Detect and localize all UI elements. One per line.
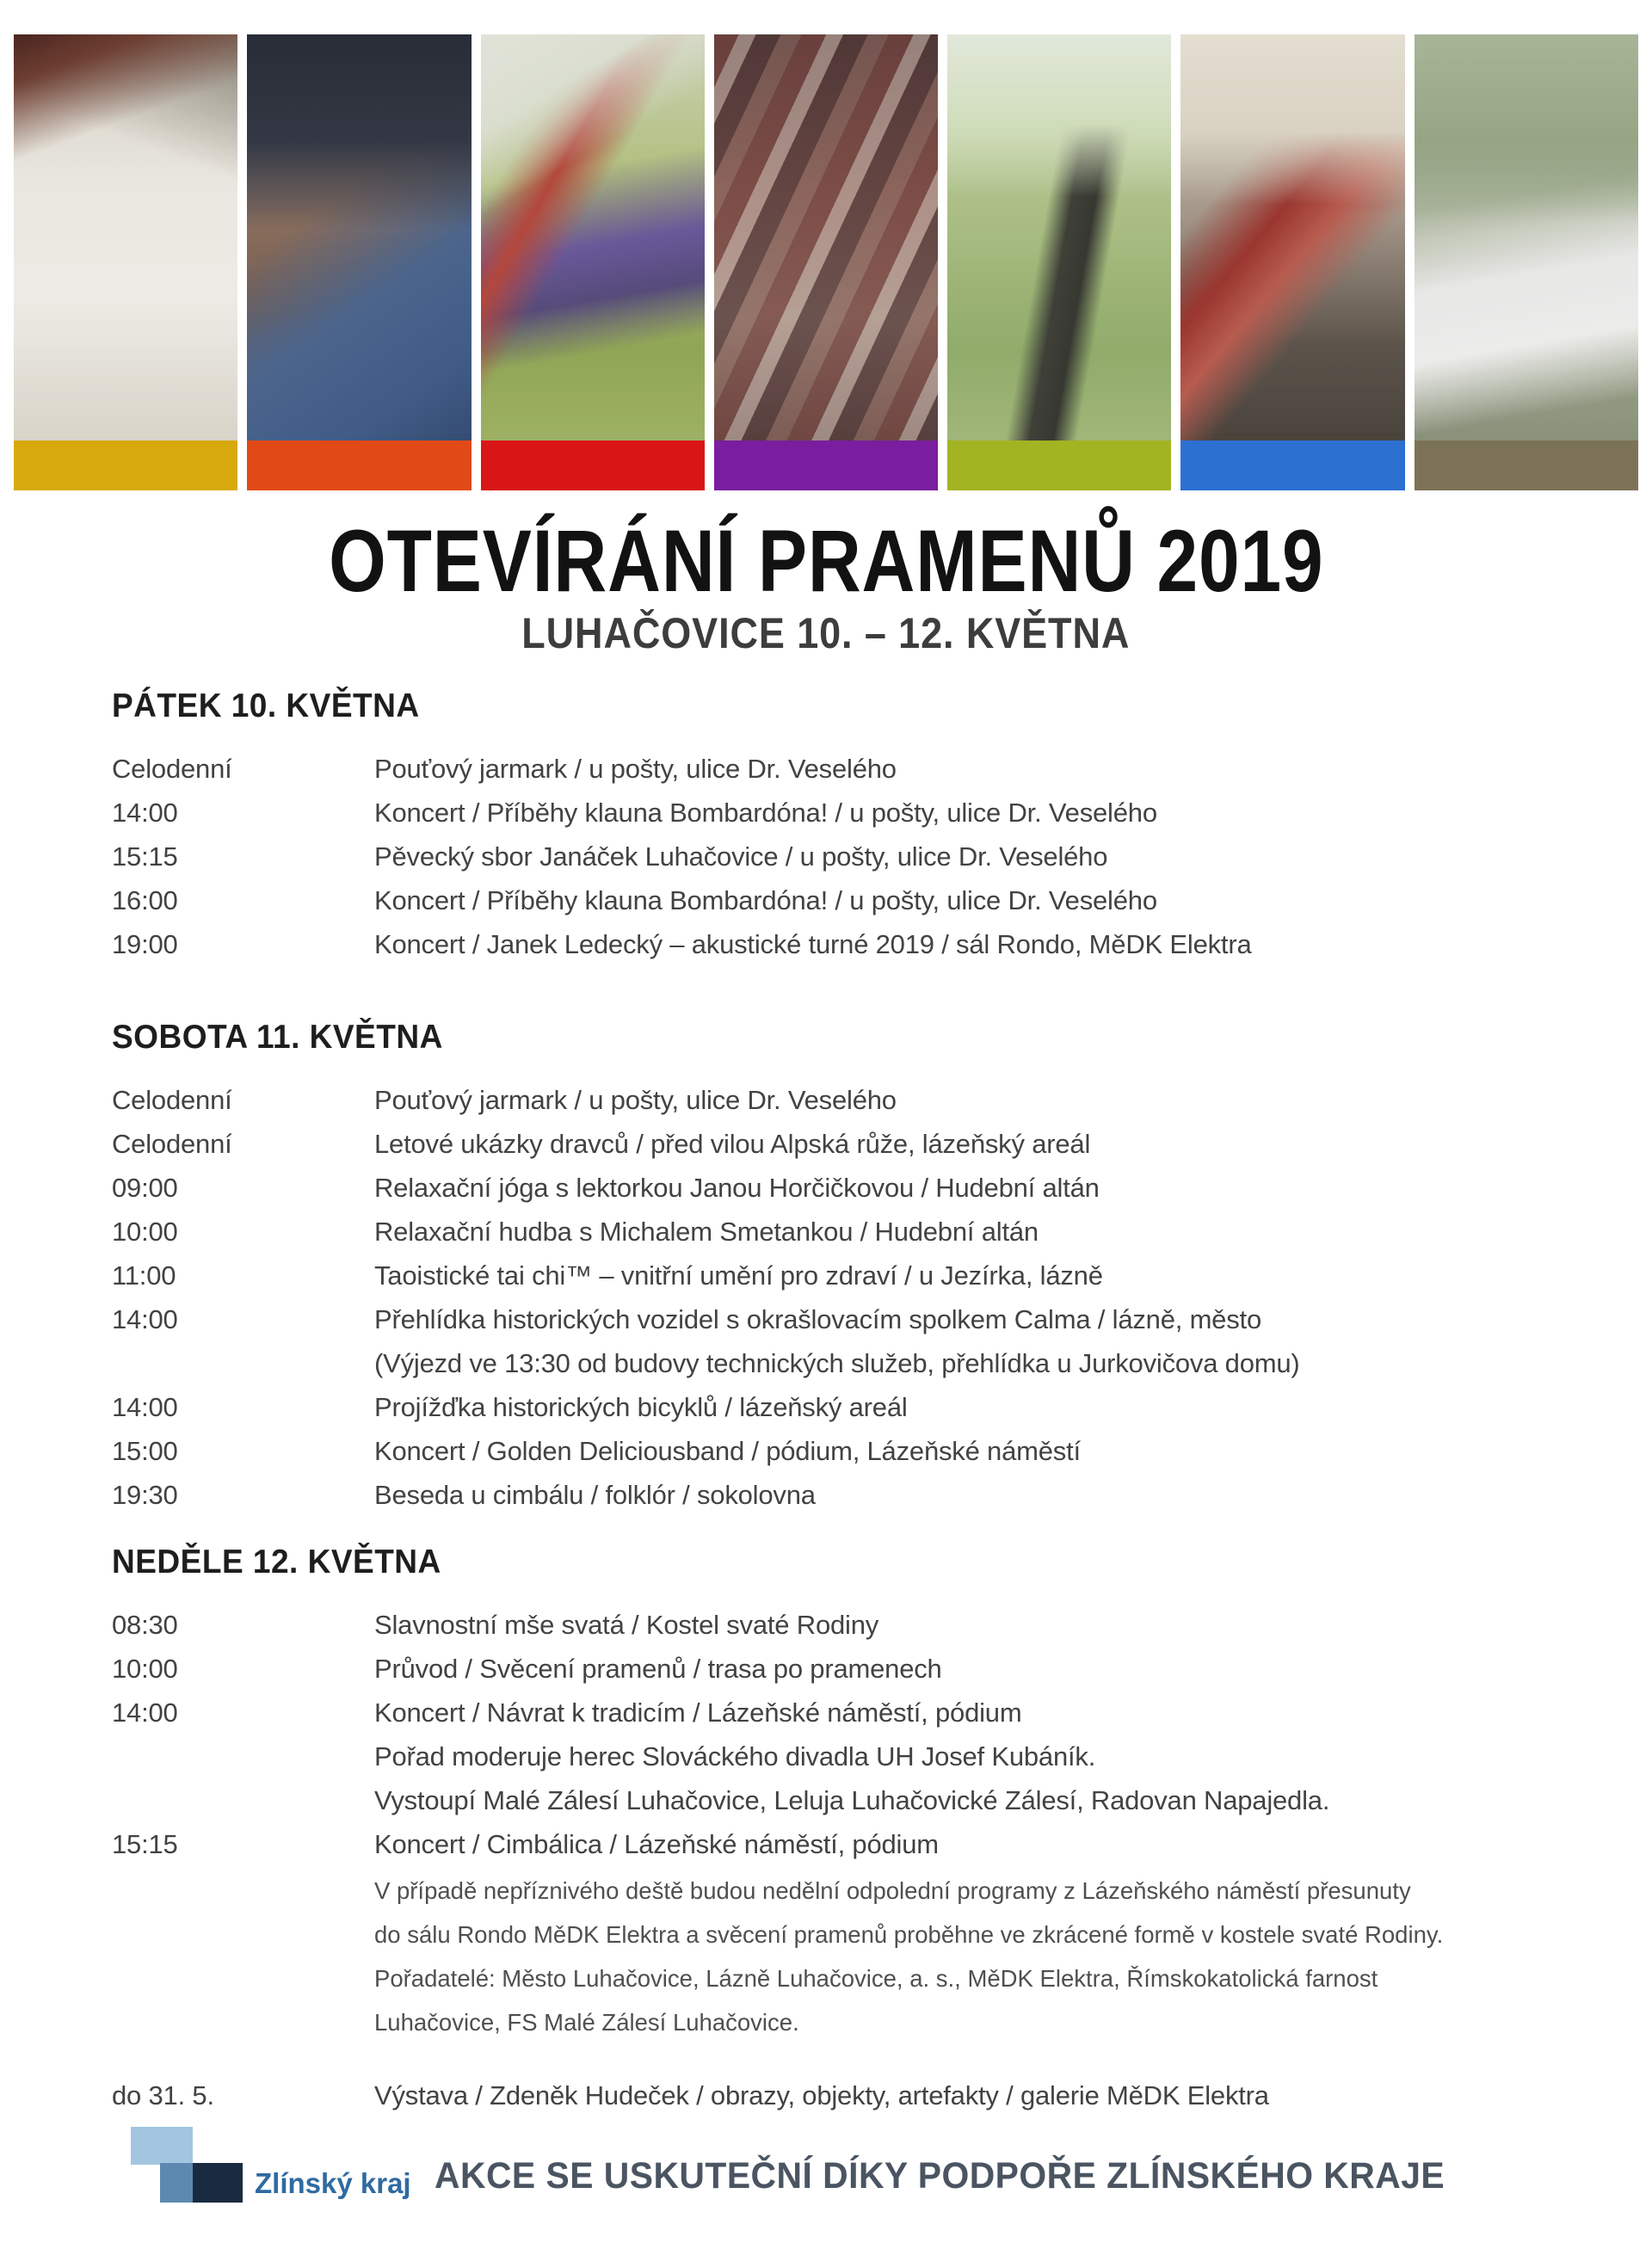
event-line: Luhačovice, FS Malé Zálesí Luhačovice. (374, 2009, 799, 2036)
schedule-row (112, 1691, 1592, 1822)
event-description (374, 1473, 1592, 1517)
crowd-photo (714, 34, 938, 441)
event-time: 14:00 (112, 1304, 178, 1334)
schedule-row (112, 1647, 1592, 1691)
event-line: Koncert / Golden Deliciousband / pódium, Lázeňské náměstí (374, 1436, 1081, 1466)
chef-photo (14, 34, 237, 441)
support-statement: AKCE SE USKUTEČNÍ DÍKY PODPOŘE ZLÍNSKÉHO KRAJE (435, 2155, 1446, 2197)
schedule-row (112, 1297, 1592, 1385)
schedule-row (112, 791, 1592, 835)
folk-costume-photo-color-bar (1180, 441, 1404, 490)
guitarist-photo (247, 34, 471, 441)
event-line: do sálu Rondo MěDK Elektra a svěcení pramenů proběhne ve zkrácené formě v kostele svaté Rodiny. (374, 1921, 1444, 1948)
event-time: Celodenní (112, 1129, 232, 1159)
event-time: 14:00 (112, 1392, 178, 1422)
schedule-row (112, 1254, 1592, 1297)
schedule-row (112, 1473, 1592, 1517)
event-line: Průvod / Svěcení pramenů / trasa po pramenech (374, 1654, 942, 1684)
crowd-photo-color-bar (714, 441, 938, 490)
event-description (374, 1429, 1592, 1473)
event-line: (Výjezd ve 13:30 od budovy technických služeb, přehlídka u Jurkovičova domu) (374, 1348, 1300, 1378)
event-line: Koncert / Cimbálica / Lázeňské náměstí, pódium (374, 1829, 939, 1859)
schedule-row (112, 1210, 1592, 1254)
day-header: PÁTEK 10. KVĚTNA (112, 687, 420, 724)
event-time: Celodenní (112, 754, 232, 784)
event-time: 14:00 (112, 1698, 178, 1728)
event-time: 15:15 (112, 1829, 178, 1859)
guitarist-photo-color-bar (247, 441, 471, 490)
logo-flag-shape (131, 2127, 193, 2165)
event-description (374, 1385, 1592, 1429)
schedule-row (112, 1429, 1592, 1473)
event-description (374, 1869, 1592, 2044)
event-time: 14:00 (112, 798, 178, 828)
event-description (374, 1166, 1592, 1210)
schedule-row (112, 835, 1592, 878)
event-line: Pouťový jarmark / u pošty, ulice Dr. Veselého (374, 754, 897, 784)
event-description (374, 878, 1592, 922)
event-line: Koncert / Janek Ledecký – akustické turné 2019 / sál Rondo, MěDK Elektra (374, 929, 1252, 959)
event-time: 19:30 (112, 1480, 178, 1510)
logo-dark-block (193, 2163, 243, 2203)
schedule-row (112, 1122, 1592, 1166)
event-time: 19:00 (112, 929, 178, 959)
zlinsky-kraj-logo (120, 2125, 413, 2220)
schedule-row (112, 1603, 1592, 1647)
day-header: SOBOTA 11. KVĚTNA (112, 1019, 443, 1056)
crowd-photo-tile (714, 34, 938, 490)
event-description (374, 922, 1592, 966)
day-header: NEDĚLE 12. KVĚTNA (112, 1543, 441, 1580)
schedule-row (112, 2073, 1592, 2117)
event-line: Koncert / Příběhy klauna Bombardóna! / u pošty, ulice Dr. Veselého (374, 885, 1157, 915)
event-description (374, 1297, 1592, 1385)
event-time: do 31. 5. (112, 2080, 214, 2110)
schedule-row (112, 1078, 1592, 1122)
schedule-row (112, 1166, 1592, 1210)
event-description (374, 1647, 1592, 1691)
event-line: V případě nepříznivého deště budou nedělní odpolední programy z Lázeňského náměstí přesunuty (374, 1877, 1411, 1904)
yoga-photo-tile (481, 34, 705, 490)
schedule-row (112, 922, 1592, 966)
event-line: Projížďka historických bicyklů / lázeňský areál (374, 1392, 908, 1422)
page-subtitle: LUHAČOVICE 10. – 12. KVĚTNA (521, 609, 1131, 657)
event-line: Pěvecký sbor Janáček Luhačovice / u pošty, ulice Dr. Veselého (374, 841, 1108, 872)
event-line: Relaxační hudba s Michalem Smetankou / Hudební altán (374, 1217, 1039, 1247)
event-line: Beseda u cimbálu / folklór / sokolovna (374, 1480, 816, 1510)
procession-photo-tile (1415, 34, 1638, 490)
event-description (374, 1122, 1592, 1166)
schedule (112, 687, 1592, 2117)
folk-costume-photo-tile (1180, 34, 1404, 490)
schedule-row (112, 1822, 1592, 1866)
procession-photo (1415, 34, 1638, 441)
logo-wordmark: Zlínský kraj (255, 2167, 411, 2199)
event-line: Pořad moderuje herec Slováckého divadla UH Josef Kubáník. (374, 1741, 1096, 1771)
photo-strip (14, 34, 1638, 490)
event-description (374, 791, 1592, 835)
schedule-row (112, 1869, 1592, 2044)
event-time (112, 1869, 374, 2044)
chef-photo-tile (14, 34, 237, 490)
event-description (374, 1691, 1592, 1822)
yoga-photo-color-bar (481, 441, 705, 490)
schedule-row (112, 1385, 1592, 1429)
event-time: 09:00 (112, 1173, 178, 1203)
penny-farthing-photo (947, 34, 1171, 441)
event-description (374, 1210, 1592, 1254)
footer (0, 2118, 1652, 2239)
event-description (374, 1822, 1592, 1866)
event-line: Slavnostní mše svatá / Kostel svaté Rodiny (374, 1610, 879, 1640)
event-time: 15:00 (112, 1436, 178, 1466)
title-block (0, 514, 1652, 657)
event-line: Vystoupí Malé Zálesí Luhačovice, Leluja Luhačovické Zálesí, Radovan Napajedla. (374, 1785, 1330, 1815)
procession-photo-color-bar (1415, 441, 1638, 490)
event-line: Pouťový jarmark / u pošty, ulice Dr. Veselého (374, 1085, 897, 1115)
event-description (374, 1078, 1592, 1122)
event-line: Koncert / Příběhy klauna Bombardóna! / u pošty, ulice Dr. Veselého (374, 798, 1157, 828)
event-description (374, 747, 1592, 791)
yoga-photo (481, 34, 705, 441)
event-line: Přehlídka historických vozidel s okrašlovacím spolkem Calma / lázně, město (374, 1304, 1261, 1334)
event-description (374, 1603, 1592, 1647)
event-time: 10:00 (112, 1217, 178, 1247)
event-time: 16:00 (112, 885, 178, 915)
event-time: 10:00 (112, 1654, 178, 1684)
guitarist-photo-tile (247, 34, 471, 490)
event-line: Pořadatelé: Město Luhačovice, Lázně Luhačovice, a. s., MěDK Elektra, Římskokatolická farnost (374, 1965, 1378, 1992)
folk-costume-photo (1180, 34, 1404, 441)
event-time: 15:15 (112, 841, 178, 872)
event-description (374, 1254, 1592, 1297)
event-line: Výstava / Zdeněk Hudeček / obrazy, objekty, artefakty / galerie MěDK Elektra (374, 2080, 1269, 2110)
event-line: Letové ukázky dravců / před vilou Alpská růže, lázeňský areál (374, 1129, 1091, 1159)
penny-farthing-photo-tile (947, 34, 1171, 490)
day-section (112, 1018, 1592, 1517)
event-time: 11:00 (112, 1260, 176, 1291)
event-line: Koncert / Návrat k tradicím / Lázeňské náměstí, pódium (374, 1698, 1022, 1728)
logo-mid-block (160, 2163, 193, 2203)
day-section (112, 1543, 1592, 2117)
event-description (374, 2073, 1592, 2117)
schedule-row (112, 878, 1592, 922)
event-line: Relaxační jóga s lektorkou Janou Horčičkovou / Hudební altán (374, 1173, 1100, 1203)
schedule-row (112, 747, 1592, 791)
page-title: OTEVÍRÁNÍ PRAMENŮ 2019 (328, 512, 1324, 610)
day-section (112, 687, 1592, 966)
event-time: Celodenní (112, 1085, 232, 1115)
event-description (374, 835, 1592, 878)
event-time: 08:30 (112, 1610, 178, 1640)
penny-farthing-photo-color-bar (947, 441, 1171, 490)
chef-photo-color-bar (14, 441, 237, 490)
event-line: Taoistické tai chi™ – vnitřní umění pro zdraví / u Jezírka, lázně (374, 1260, 1103, 1291)
